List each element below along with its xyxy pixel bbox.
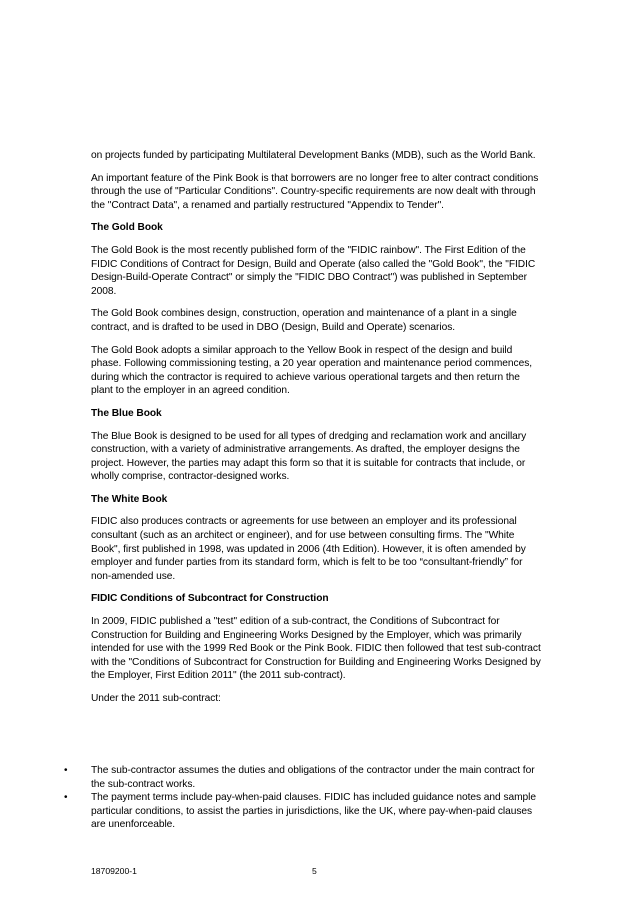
bullet-icon: • xyxy=(64,765,68,776)
footer-page-number: 5 xyxy=(312,866,317,876)
footer-document-number: 18709200-1 xyxy=(91,866,137,876)
paragraph-white-book-1: FIDIC also produces contracts or agreements for use between an employer and its professional consultant (such as an architect or engineer), and for use between consulting firms. The "White Book", first published in 1998, was updated in 2006 (4th Edition). However, it is often amended by employer and funder parties from its standard form, which is felt to be too “consultant-friendly” for non-amended use. xyxy=(91,516,526,582)
heading-gold-book: The Gold Book xyxy=(91,222,163,234)
bullet-icon: • xyxy=(64,792,68,804)
paragraph-blue-book-1: The Blue Book is designed to be used for all types of dredging and reclamation work and ancillary construction, with a variety of administrative arrangements. As drafted, the employer designs the project. However, the parties may adapt this form so that it is suitable for contracts that include, or wholly comprise, contractor-designed works. xyxy=(91,430,527,483)
paragraph-pink-book: An important feature of the Pink Book is that borrowers are no longer free to alter contract conditions through the use of "Particular Conditions". Country-specific requirements are now dealt with through the "Contract Data", a renamed and partially restructured "Appendix to Tender". xyxy=(91,172,539,211)
subcontract-bullet-list xyxy=(64,764,541,832)
heading-subcontract: FIDIC Conditions of Subcontract for Construction xyxy=(91,593,329,605)
document-body xyxy=(91,149,541,715)
paragraph-subcontract-1: In 2009, FIDIC published a "test" edition of a sub-contract, the Conditions of Subcontract for Construction for Building and Engineering Works Designed by the Employer, which was primarily intended for use with the 1999 Red Book or the Pink Book. FIDIC then followed that test sub-contract with the "Conditions of Subcontract for Construction for Building and Engineering Works Designed by the Employer, First Edition 2011" (the 2011 sub-contract). xyxy=(91,616,541,682)
paragraph-gold-book-1: The Gold Book is the most recently published form of the "FIDIC rainbow". The First Edition of the FIDIC Conditions of Contract for Design, Build and Operate (also called the "Gold Book", the "FIDIC Design-Build-Operate Contract" or simply the "FIDIC DBO Contract") was published in September 2008. xyxy=(91,244,536,297)
paragraph-mdb: on projects funded by participating Multilateral Development Banks (MDB), such as the World Bank. xyxy=(91,150,536,161)
heading-blue-book: The Blue Book xyxy=(91,407,162,419)
heading-white-book: The White Book xyxy=(91,493,168,505)
list-item-text: The payment terms include pay-when-paid clauses. FIDIC has included guidance notes and sample particular conditions, to assist the parties in jurisdictions, like the UK, where pay-when-paid clauses are unenforceable. xyxy=(91,792,536,831)
paragraph-gold-book-3: The Gold Book adopts a similar approach to the Yellow Book in respect of the design and build phase. Following commissioning testing, a 20 year operation and maintenance period commences, during which the contractor is required to achieve various operational targets and then return the plant to the employer in an agreed condition. xyxy=(91,344,533,397)
list-item xyxy=(64,764,541,791)
list-item-text: The sub-contractor assumes the duties and obligations of the contractor under the main contract for the sub-contract works. xyxy=(91,765,535,790)
paragraph-subcontract-2: Under the 2011 sub-contract: xyxy=(91,693,221,704)
paragraph-gold-book-2: The Gold Book combines design, construction, operation and maintenance of a plant in a single contract, and is drafted to be used in DBO (Design, Build and Operate) scenarios. xyxy=(91,308,517,333)
list-item xyxy=(64,791,541,832)
